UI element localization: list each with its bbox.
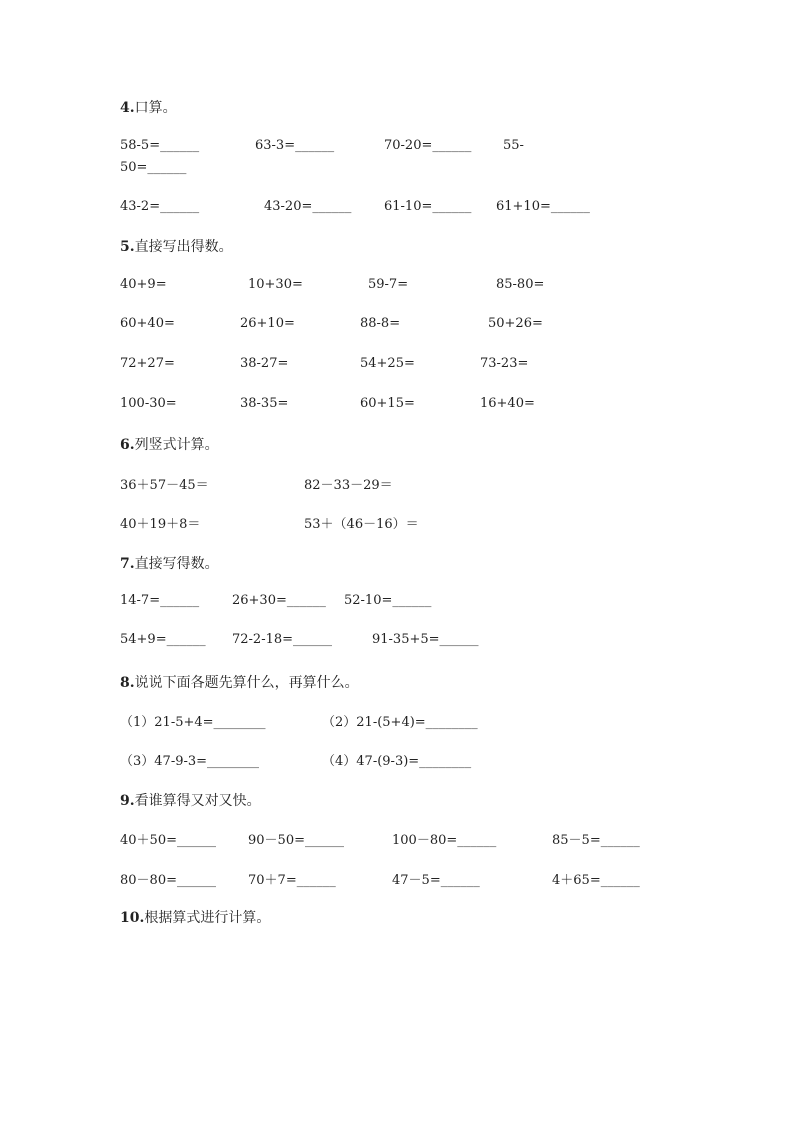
question-8-item: （1）21-5+4=________ [120, 715, 266, 730]
question-4-item: 50=______ [120, 160, 187, 175]
question-5-item: 72+27= [120, 356, 175, 371]
question-9-item: 40＋50=______ [120, 833, 216, 848]
question-5-heading: 5.直接写出得数。 [120, 239, 233, 255]
question-7-item: 72-2-18=______ [232, 632, 333, 647]
question-7-item: 52-10=______ [344, 593, 432, 608]
question-4-item: 43-2=______ [120, 199, 200, 214]
question-5-item: 26+10= [240, 316, 295, 331]
question-6-item: 40＋19＋8＝ [120, 517, 201, 532]
question-9-item: 80－80=______ [120, 873, 216, 888]
question-8-heading: 8.说说下面各题先算什么，再算什么。 [120, 675, 359, 691]
question-9-item: 85－5=______ [552, 833, 640, 848]
question-5-item: 54+25= [360, 356, 415, 371]
question-8-item: （3）47-9-3=________ [120, 754, 260, 769]
question-4-item: 61-10=______ [384, 199, 472, 214]
question-9-item: 90－50=______ [248, 833, 344, 848]
question-5-item: 73-23= [480, 356, 529, 371]
question-7-heading: 7.直接写得数。 [120, 556, 219, 572]
question-4-item: 55- [503, 138, 524, 153]
question-5-item: 38-35= [240, 396, 289, 411]
question-6-item: 53＋（46－16）＝ [304, 517, 419, 532]
question-6-heading: 6.列竖式计算。 [120, 437, 219, 453]
question-5-item: 85-80= [496, 277, 545, 292]
question-9-item: 70＋7=______ [248, 873, 336, 888]
question-5-item: 88-8= [360, 316, 401, 331]
question-5-item: 60+40= [120, 316, 175, 331]
question-4-item: 70-20=______ [384, 138, 472, 153]
question-8-item: （2）21-(5+4)=________ [322, 715, 478, 730]
question-6-item: 36＋57－45＝ [120, 478, 209, 493]
question-5-item: 60+15= [360, 396, 415, 411]
question-9-item: 4＋65=______ [552, 873, 640, 888]
question-5-item: 40+9= [120, 277, 167, 292]
question-5-item: 16+40= [480, 396, 535, 411]
question-4-heading: 4.口算。 [120, 100, 177, 116]
question-10-heading: 10.根据算式进行计算。 [120, 910, 271, 926]
question-8-item: （4）47-(9-3)=________ [322, 754, 472, 769]
question-7-item: 54+9=______ [120, 632, 206, 647]
question-5-item: 10+30= [248, 277, 303, 292]
question-5-item: 50+26= [488, 316, 543, 331]
question-7-item: 91-35+5=______ [372, 632, 479, 647]
question-9-item: 47－5=______ [392, 873, 480, 888]
question-7-item: 14-7=______ [120, 593, 200, 608]
question-4-item: 43-20=______ [264, 199, 352, 214]
question-9-heading: 9.看谁算得又对又快。 [120, 793, 261, 809]
question-9-item: 100－80=______ [392, 833, 497, 848]
question-5-item: 100-30= [120, 396, 177, 411]
question-4-item: 61+10=______ [496, 199, 590, 214]
question-5-item: 59-7= [368, 277, 409, 292]
question-5-item: 38-27= [240, 356, 289, 371]
question-7-item: 26+30=______ [232, 593, 326, 608]
question-4-item: 63-3=______ [255, 138, 335, 153]
question-4-item: 58-5=______ [120, 138, 200, 153]
question-6-item: 82－33－29＝ [304, 478, 393, 493]
